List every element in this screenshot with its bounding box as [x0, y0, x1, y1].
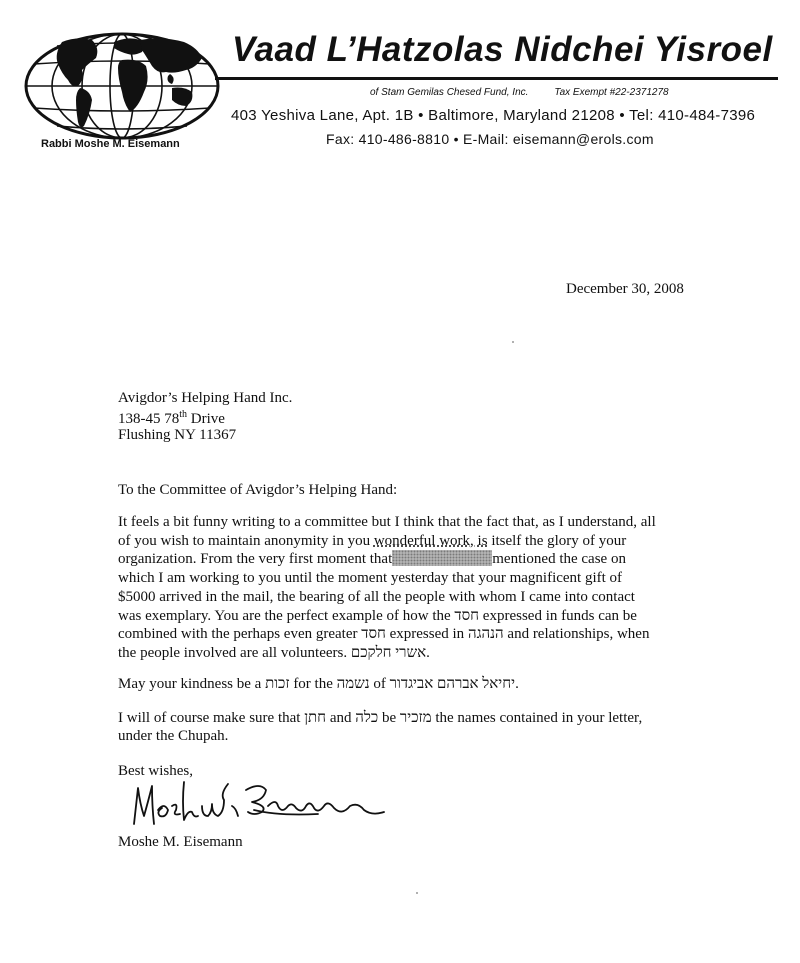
letter-date: December 30, 2008	[566, 281, 684, 297]
handwritten-signature	[128, 776, 390, 836]
body-paragraph-2: May your kindness be a זכות for the נשמה of יחיאל אברהם אביגדור.	[118, 676, 519, 692]
rabbi-name: Rabbi Moshe M. Eisemann	[41, 138, 180, 150]
letterhead-contact: Fax: 410-486-8810 • E-Mail: eisemann@erols.com	[326, 131, 654, 147]
speck	[512, 341, 514, 343]
body-line: which I am working to you until the moment yesterday that your magnificent gift of	[118, 570, 623, 587]
recipient-name: Avigdor’s Helping Hand Inc.	[118, 390, 293, 406]
recipient-city: Flushing NY 11367	[118, 427, 237, 443]
fund-name: of Stam Gemilas Chesed Fund, Inc.	[370, 87, 529, 98]
globe-logo	[22, 30, 222, 142]
recipient-street: 138-45 78th Drive	[118, 409, 225, 427]
body-paragraph-3: I will of course make sure that חתן and כלה be מזכיר the names contained in your letter,	[118, 710, 643, 726]
organization-name: Vaad L’Hatzolas Nidchei Yisroel	[232, 30, 773, 69]
fund-tax-line	[370, 87, 695, 98]
speck	[416, 892, 418, 894]
body-line: It feels a bit funny writing to a committee but I think that the fact that, as I understand, all	[118, 514, 656, 530]
body-paragraph-1	[118, 513, 698, 663]
body-paragraph-3-line-2: under the Chupah.	[118, 728, 229, 744]
body-line: the people involved are all volunteers. אשרי חלקכם.	[118, 644, 430, 661]
redacted-name	[392, 550, 492, 566]
letterhead-address: 403 Yeshiva Lane, Apt. 1B • Baltimore, Maryland 21208 • Tel: 410-484-7396	[231, 107, 756, 124]
body-line: combined with the perhaps even greater חסד expressed in הנהגה and relationships, when	[118, 626, 650, 643]
body-line: $5000 arrived in the mail, the bearing of all the people with whom I came into contact	[118, 588, 635, 605]
tax-exempt-number: Tax Exempt #22-2371278	[554, 87, 669, 98]
signer-name: Moshe M. Eisemann	[118, 834, 243, 850]
closing: Best wishes,	[118, 763, 193, 779]
body-line: was exemplary. You are the perfect example of how the חסד expressed in funds can be	[118, 607, 637, 624]
salutation: To the Committee of Avigdor’s Helping Hand:	[118, 482, 398, 498]
body-line: of you wish to maintain anonymity in you wonderful work, is itself the glory of your	[118, 532, 627, 549]
letterhead-rule	[215, 77, 778, 80]
body-line: organization. From the very first moment that mentioned the case on	[118, 551, 626, 568]
